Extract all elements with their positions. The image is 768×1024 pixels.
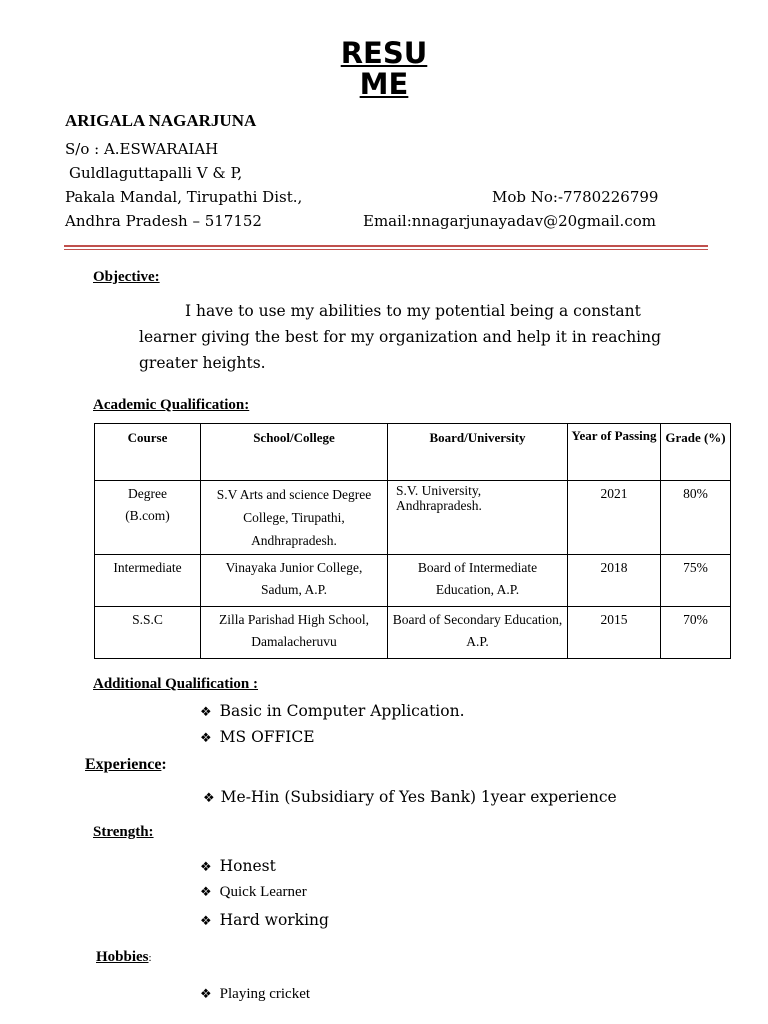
header-divider-thick	[64, 245, 708, 247]
list-item-text: Hard working	[219, 911, 329, 929]
col-grade: Grade (%)	[661, 424, 731, 481]
diamond-bullet-icon: ❖	[200, 705, 212, 720]
diamond-bullet-icon: ❖	[200, 914, 212, 929]
address-line-3: Pakala Mandal, Tirupathi Dist.,	[65, 188, 303, 206]
list-item-text: Quick Learner	[219, 884, 307, 900]
strength-heading: Strength:	[93, 824, 154, 840]
hobbies-heading	[96, 949, 152, 966]
table-row	[95, 607, 731, 659]
list-item-text: MS OFFICE	[219, 728, 315, 746]
resume-title	[0, 38, 768, 100]
cell-year: 2021	[568, 481, 661, 555]
cell-school: Zilla Parishad High School, Damalacheruvu	[201, 607, 388, 659]
address-line-1: S/o : A.ESWARAIAH	[65, 140, 219, 158]
list-item	[200, 986, 310, 1003]
cell-board: Board of Intermediate Education, A.P.	[388, 555, 568, 607]
cell-year: 2015	[568, 607, 661, 659]
cell-course: Intermediate	[95, 555, 201, 607]
list-item-text: Honest	[219, 857, 276, 875]
list-item	[200, 857, 276, 875]
academic-table	[94, 423, 731, 659]
list-item-text: Me-Hin (Subsidiary of Yes Bank) 1year experience	[220, 788, 617, 806]
cell-grade: 70%	[661, 607, 731, 659]
list-item-text: Basic in Computer Application.	[219, 702, 465, 720]
cell-school: Vinayaka Junior College, Sadum, A.P.	[201, 555, 388, 607]
address-line-4: Andhra Pradesh – 517152	[65, 212, 262, 230]
resume-title-line1: RESU	[340, 36, 428, 70]
diamond-bullet-icon: ❖	[203, 791, 215, 806]
list-item-text: Playing cricket	[219, 986, 311, 1002]
header-divider-thin	[64, 249, 708, 250]
hobbies-heading-colon: :	[148, 952, 152, 964]
cell-board: S.V. University, Andhrapradesh.	[388, 481, 568, 555]
cell-course: Degree (B.com)	[95, 481, 201, 555]
list-item	[203, 788, 617, 806]
experience-heading	[85, 756, 167, 774]
col-year: Year of Passing	[568, 424, 661, 481]
list-item	[200, 702, 465, 720]
address-line-2: Guldlaguttapalli V & P,	[69, 164, 243, 182]
academic-table-header	[95, 424, 731, 481]
objective-heading: Objective:	[93, 269, 160, 285]
candidate-name: ARIGALA NAGARJUNA	[65, 111, 257, 130]
list-item	[200, 911, 329, 929]
cell-grade: 80%	[661, 481, 731, 555]
list-item	[200, 884, 307, 901]
objective-text-content: I have to use my abilities to my potential being a constant learner giving the best for my organization and help it in reaching greater heights.	[139, 302, 662, 372]
hobbies-heading-text: Hobbies	[96, 949, 149, 965]
col-school: School/College	[201, 424, 388, 481]
cell-board: Board of Secondary Education, A.P.	[388, 607, 568, 659]
resume-title-line2: ME	[359, 67, 409, 101]
cell-course: S.S.C	[95, 607, 201, 659]
table-row	[95, 555, 731, 607]
diamond-bullet-icon: ❖	[200, 860, 212, 875]
experience-heading-text: Experience	[85, 756, 162, 773]
diamond-bullet-icon: ❖	[200, 731, 212, 746]
cell-grade: 75%	[661, 555, 731, 607]
cell-school: S.V Arts and science Degree College, Tirupathi, Andhrapradesh.	[201, 481, 388, 555]
col-board: Board/University	[388, 424, 568, 481]
academic-heading: Academic Qualification:	[93, 397, 250, 413]
diamond-bullet-icon: ❖	[200, 885, 212, 900]
objective-text	[139, 298, 699, 376]
email-address: Email:nnagarjunayadav@20gmail.com	[363, 212, 656, 230]
diamond-bullet-icon: ❖	[200, 987, 212, 1002]
experience-heading-colon: :	[161, 756, 167, 773]
list-item	[200, 728, 315, 746]
mobile-number: Mob No:-7780226799	[492, 188, 659, 206]
table-row	[95, 481, 731, 555]
col-course: Course	[95, 424, 201, 481]
additional-heading: Additional Qualification :	[93, 676, 259, 692]
cell-year: 2018	[568, 555, 661, 607]
